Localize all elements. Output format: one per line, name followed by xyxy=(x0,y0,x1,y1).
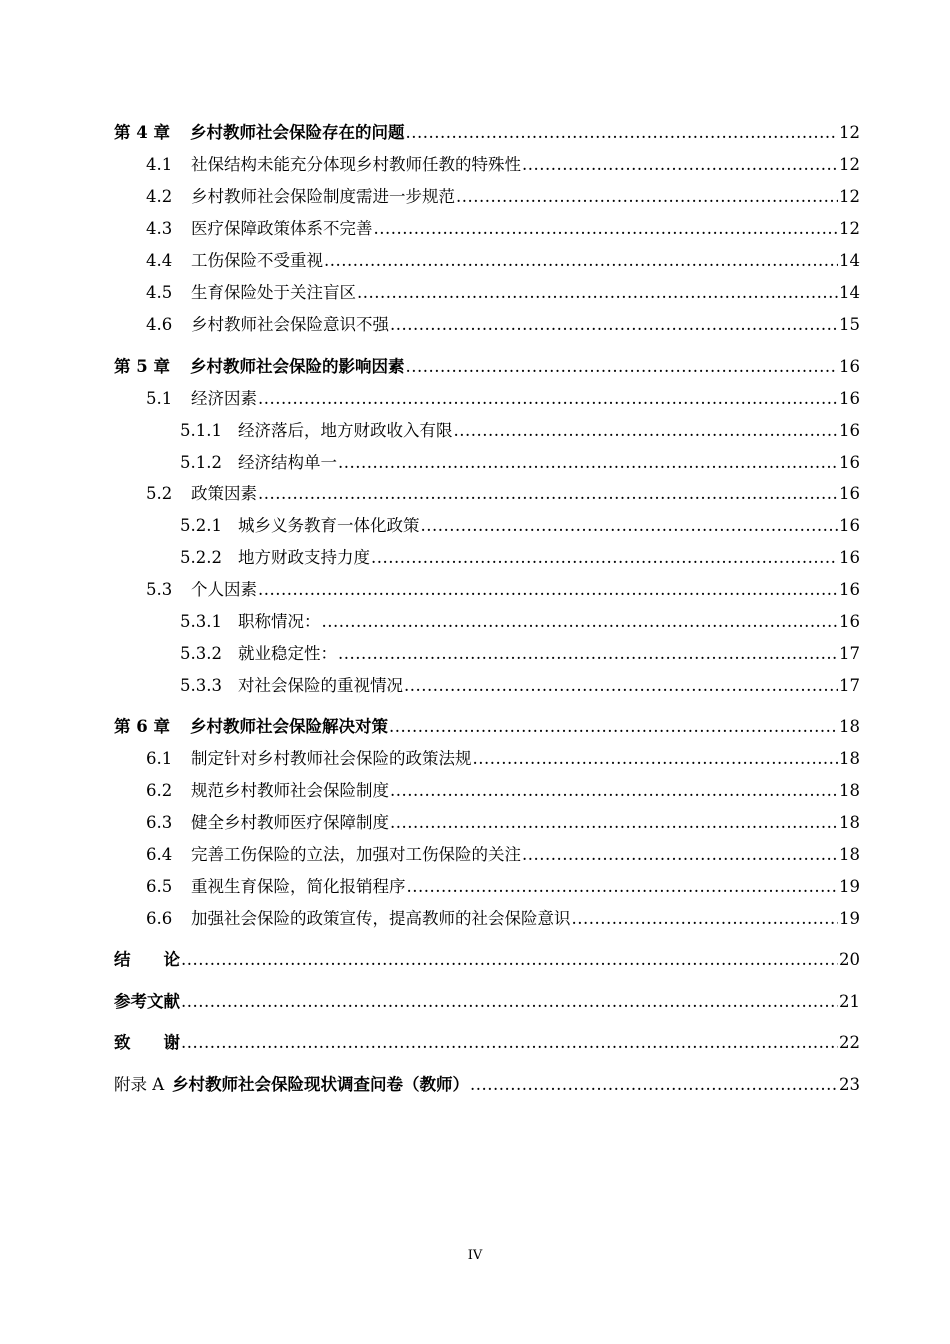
toc-entry-page: 18 xyxy=(839,717,860,736)
toc-entry-number: 5.1.2 xyxy=(180,453,222,472)
toc-entry-title: 乡村教师社会保险现状调查问卷（教师） xyxy=(172,1075,469,1094)
toc-entry[interactable] xyxy=(114,184,860,208)
toc-leader-dots xyxy=(258,579,838,601)
toc-entry-title: 乡村教师社会保险的影响因素 xyxy=(190,357,405,376)
toc-leader-dots xyxy=(454,420,839,442)
toc-entry-number: 5.2.1 xyxy=(180,516,222,535)
toc-entry-title: 重视生育保险，简化报销程序 xyxy=(191,877,406,896)
toc-leader-dots xyxy=(322,611,839,633)
toc-entry-number: 6.5 xyxy=(146,877,173,896)
toc-entry-title: 加强社会保险的政策宣传，提高教师的社会保险意识 xyxy=(191,909,571,928)
toc-leader-dots xyxy=(181,949,838,971)
toc-entry-page: 16 xyxy=(839,389,860,408)
toc-entry-page: 22 xyxy=(839,1033,860,1052)
toc-leader-dots xyxy=(390,812,838,834)
toc-entry[interactable] xyxy=(114,312,860,336)
toc-entry[interactable] xyxy=(114,609,860,633)
toc-entry-page: 18 xyxy=(839,845,860,864)
toc-entry-page: 16 xyxy=(839,548,860,567)
toc-entry[interactable] xyxy=(114,714,860,738)
toc-entry[interactable] xyxy=(114,989,860,1013)
toc-entry-page: 20 xyxy=(839,950,860,969)
toc-leader-dots xyxy=(390,314,838,336)
toc-entry-page: 12 xyxy=(839,219,860,238)
toc-entry-title: 就业稳定性： xyxy=(238,644,337,663)
toc-entry-number: 5.1 xyxy=(146,389,173,408)
toc-entry[interactable] xyxy=(114,1072,860,1096)
toc-entry-page: 16 xyxy=(839,612,860,631)
toc-entry-number: 4.6 xyxy=(146,315,173,334)
toc-entry-page: 16 xyxy=(839,357,860,376)
toc-entry-title: 乡村教师社会保险解决对策 xyxy=(190,717,388,736)
toc-entry[interactable] xyxy=(114,906,860,930)
toc-leader-dots xyxy=(181,1032,838,1054)
toc-entry[interactable] xyxy=(114,778,860,802)
toc-entry-page: 16 xyxy=(839,580,860,599)
toc-leader-dots xyxy=(181,991,838,1013)
toc-entry[interactable] xyxy=(114,386,860,410)
toc-entry[interactable] xyxy=(114,842,860,866)
toc-entry-title: 致 谢 xyxy=(114,1033,180,1052)
toc-entry-number: 4.1 xyxy=(146,155,173,174)
toc-entry-page: 12 xyxy=(839,155,860,174)
toc-entry[interactable] xyxy=(114,248,860,272)
toc-leader-dots xyxy=(371,547,838,569)
toc-entry-title: 参考文献 xyxy=(114,992,180,1011)
toc-entry-number: 6.3 xyxy=(146,813,173,832)
toc-entry-title: 社保结构未能充分体现乡村教师任教的特殊性 xyxy=(191,155,521,174)
toc-entry-page: 16 xyxy=(839,453,860,472)
toc-entry-title: 个人因素 xyxy=(191,580,257,599)
toc-leader-dots xyxy=(456,186,838,208)
toc-entry-title: 制定针对乡村教师社会保险的政策法规 xyxy=(191,749,472,768)
toc-entry[interactable] xyxy=(114,152,860,176)
toc-entry-title: 工伤保险不受重视 xyxy=(191,251,323,270)
toc-entry-page: 16 xyxy=(839,484,860,503)
toc-entry[interactable] xyxy=(114,513,860,537)
toc-entry-page: 17 xyxy=(839,676,860,695)
toc-leader-dots xyxy=(404,675,838,697)
toc-entry-page: 17 xyxy=(839,644,860,663)
toc-leader-dots xyxy=(374,218,839,240)
toc-leader-dots xyxy=(390,780,838,802)
toc-entry-number: 5.2.2 xyxy=(180,548,222,567)
toc-leader-dots xyxy=(406,122,839,144)
toc-leader-dots xyxy=(389,716,838,738)
toc-entry-page: 15 xyxy=(839,315,860,334)
toc-entry[interactable] xyxy=(114,545,860,569)
toc-entry-page: 14 xyxy=(839,283,860,302)
toc-leader-dots xyxy=(406,356,839,378)
toc-leader-dots xyxy=(522,154,838,176)
toc-leader-dots xyxy=(421,515,839,537)
toc-entry-title: 乡村教师社会保险意识不强 xyxy=(191,315,389,334)
page-number-footer: IV xyxy=(467,1248,483,1263)
toc-entry-page: 23 xyxy=(839,1075,860,1094)
toc-leader-dots xyxy=(258,388,838,410)
toc-entry-page: 16 xyxy=(839,516,860,535)
toc-entry-page: 19 xyxy=(839,909,860,928)
toc-entry-title: 地方财政支持力度 xyxy=(238,548,370,567)
toc-entry-number: 4.4 xyxy=(146,251,173,270)
toc-entry-number: 第 5 章 xyxy=(114,357,170,376)
toc-entry-title: 乡村教师社会保险制度需进一步规范 xyxy=(191,187,455,206)
toc-entry-title: 职称情况： xyxy=(238,612,321,631)
toc-entry[interactable] xyxy=(114,673,860,697)
toc-entry-number: 5.3.3 xyxy=(180,676,222,695)
toc-entry-title: 健全乡村教师医疗保障制度 xyxy=(191,813,389,832)
toc-entry-title: 医疗保障政策体系不完善 xyxy=(191,219,373,238)
toc-entry[interactable] xyxy=(114,120,860,144)
toc-entry-title: 城乡义务教育一体化政策 xyxy=(238,516,420,535)
toc-leader-dots xyxy=(470,1074,838,1096)
toc-entry[interactable] xyxy=(114,280,860,304)
toc-entry-number: 4.2 xyxy=(146,187,173,206)
toc-entry-number: 第 4 章 xyxy=(114,123,170,142)
toc-entry-title: 乡村教师社会保险存在的问题 xyxy=(190,123,405,142)
toc-entry-number: 4.3 xyxy=(146,219,173,238)
toc-entry-page: 14 xyxy=(839,251,860,270)
toc-entry-title: 经济结构单一 xyxy=(238,453,337,472)
toc-entry-title: 生育保险处于关注盲区 xyxy=(191,283,356,302)
toc-entry-page: 21 xyxy=(839,992,860,1011)
toc-leader-dots xyxy=(357,282,838,304)
toc-entry-title: 经济落后，地方财政收入有限 xyxy=(238,421,453,440)
toc-leader-dots xyxy=(258,483,838,505)
toc-entry-number: 5.3 xyxy=(146,580,173,599)
toc-entry-page: 18 xyxy=(839,813,860,832)
toc-entry[interactable] xyxy=(114,746,860,770)
toc-entry-number: 4.5 xyxy=(146,283,173,302)
toc-entry[interactable] xyxy=(114,450,860,474)
toc-entry-page: 16 xyxy=(839,421,860,440)
toc-entry-number: 5.1.1 xyxy=(180,421,222,440)
toc-entry[interactable] xyxy=(114,947,860,971)
toc-entry-number: 附录 A xyxy=(114,1075,165,1094)
toc-leader-dots xyxy=(407,876,839,898)
toc-entry-title: 规范乡村教师社会保险制度 xyxy=(191,781,389,800)
toc-leader-dots xyxy=(338,452,838,474)
toc-entry[interactable] xyxy=(114,216,860,240)
toc-entry[interactable] xyxy=(114,354,860,378)
toc-entry[interactable] xyxy=(114,418,860,442)
toc-entry-number: 6.4 xyxy=(146,845,173,864)
toc-entry-title: 完善工伤保险的立法，加强对工伤保险的关注 xyxy=(191,845,521,864)
toc-entry-number: 5.3.1 xyxy=(180,612,222,631)
toc-entry-number: 6.2 xyxy=(146,781,173,800)
toc-entry-number: 6.6 xyxy=(146,909,173,928)
toc-entry-page: 12 xyxy=(839,123,860,142)
toc-entry-page: 18 xyxy=(839,749,860,768)
toc-entry-number: 5.3.2 xyxy=(180,644,222,663)
toc-entry-title: 结 论 xyxy=(114,950,180,969)
toc-entry-page: 12 xyxy=(839,187,860,206)
toc-entry-page: 19 xyxy=(839,877,860,896)
toc-entry-title: 对社会保险的重视情况 xyxy=(238,676,403,695)
toc-leader-dots xyxy=(473,748,839,770)
toc-entry-title: 经济因素 xyxy=(191,389,257,408)
toc-leader-dots xyxy=(324,250,838,272)
toc-leader-dots xyxy=(522,844,838,866)
toc-entry-title: 政策因素 xyxy=(191,484,257,503)
toc-entry[interactable] xyxy=(114,1030,860,1054)
toc-entry[interactable] xyxy=(114,810,860,834)
toc-leader-dots xyxy=(572,908,839,930)
toc-entry-number: 第 6 章 xyxy=(114,717,170,736)
toc-entry[interactable] xyxy=(114,874,860,898)
toc-entry[interactable] xyxy=(114,481,860,505)
toc-entry-number: 5.2 xyxy=(146,484,173,503)
toc-entry[interactable] xyxy=(114,577,860,601)
toc-entry-page: 18 xyxy=(839,781,860,800)
toc-leader-dots xyxy=(338,643,838,665)
toc-entry-number: 6.1 xyxy=(146,749,173,768)
toc-entry[interactable] xyxy=(114,641,860,665)
